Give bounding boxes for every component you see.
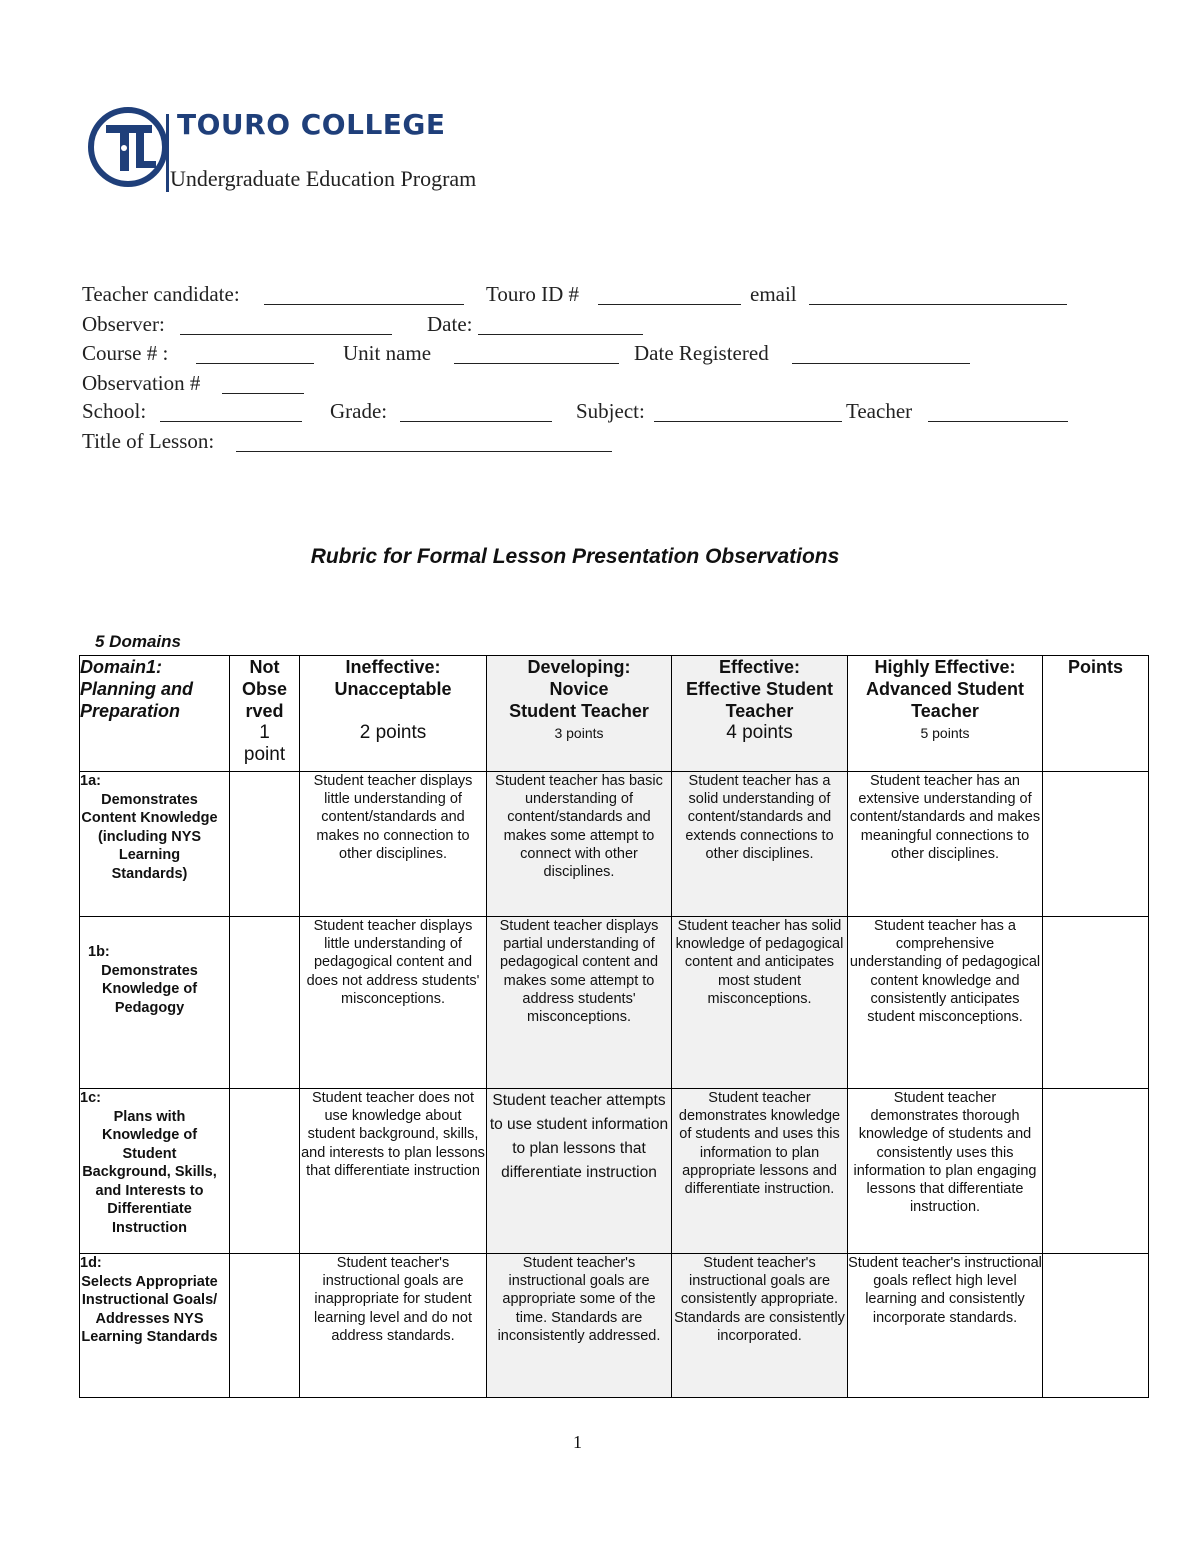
points-cell[interactable] <box>1043 1254 1149 1398</box>
effective-cell: Student teacher has a solid understanding of content/standards and extends connections to other disciplines. <box>672 772 848 917</box>
title-of-lesson-label: Title of Lesson: <box>82 429 215 453</box>
header-line: Student Teacher <box>509 701 649 721</box>
header-developing <box>487 656 672 772</box>
date-label: Date: <box>427 312 473 336</box>
header-line: Effective Student <box>685 679 834 699</box>
observation-label: Observation # <box>82 371 201 395</box>
header-line: Obse <box>241 679 288 699</box>
email-label: email <box>750 282 797 306</box>
touro-logo-icon <box>86 104 172 190</box>
row-label-cell <box>80 1254 230 1398</box>
header-points: 4 points <box>726 722 793 743</box>
subject-field[interactable] <box>654 403 842 422</box>
logo-divider <box>166 114 169 192</box>
header-not-observed <box>230 656 300 772</box>
course-label: Course # : <box>82 341 169 365</box>
touro-id-label: Touro ID # <box>486 282 580 306</box>
title-of-lesson-field[interactable] <box>236 433 612 452</box>
header-points-column <box>1043 656 1149 772</box>
ineffective-cell: Student teacher does not use knowledge about student background, skills, and interests to plan lessons that differentiate instruction <box>300 1089 487 1254</box>
points-cell[interactable] <box>1043 772 1149 917</box>
header-highly-effective <box>848 656 1043 772</box>
developing-cell: Student teacher has basic understanding of content/standards and makes some attempt to connect with other disciplines. <box>487 772 672 917</box>
header-line: Effective: <box>718 657 801 677</box>
row-description: Selects Appropriate Instructional Goals/ Addresses NYS Learning Standards <box>81 1273 218 1345</box>
header-line: Advanced Student <box>865 679 1025 699</box>
course-field[interactable] <box>196 345 314 364</box>
points-cell[interactable] <box>1043 917 1149 1089</box>
header-line: Teacher <box>911 701 979 721</box>
highly-effective-cell: Student teacher has a comprehensive understanding of pedagogical content knowledge and consistently anticipates student misconceptions. <box>848 917 1043 1089</box>
domain-title-line: Preparation <box>80 701 181 721</box>
touro-id-field[interactable] <box>598 286 741 305</box>
header-line: Teacher <box>725 701 794 721</box>
observer-field[interactable] <box>180 316 392 335</box>
unit-name-field[interactable] <box>454 345 619 364</box>
header-points: 1 <box>259 722 270 743</box>
domain-title-line: Domain1: <box>80 657 163 677</box>
highly-effective-cell: Student teacher has an extensive understanding of content/standards and makes meaningful connections to other disciplines. <box>848 772 1043 917</box>
ineffective-cell: Student teacher's instructional goals are inappropriate for student learning level and do not address standards. <box>300 1254 487 1398</box>
unit-name-label: Unit name <box>343 341 432 365</box>
header-line: Novice <box>549 679 609 699</box>
rubric-title: Rubric for Formal Lesson Presentation Observations <box>310 545 840 568</box>
table-row <box>80 1254 1149 1398</box>
subject-label: Subject: <box>576 399 645 423</box>
header-line: Developing: <box>527 657 631 677</box>
not-observed-cell[interactable] <box>230 1089 300 1254</box>
effective-cell: Student teacher has solid knowledge of pedagogical content and anticipates most student misconceptions. <box>672 917 848 1089</box>
domain-title-line: Planning and <box>80 679 194 699</box>
header-effective <box>672 656 848 772</box>
header-line: Ineffective: <box>345 657 441 677</box>
not-observed-cell[interactable] <box>230 1254 300 1398</box>
ineffective-cell: Student teacher displays little understanding of content/standards and makes no connection to other disciplines. <box>300 772 487 917</box>
developing-cell: Student teacher's instructional goals are appropriate some of the time. Standards are inconsistently addressed. <box>487 1254 672 1398</box>
row-code: 1c: <box>80 1090 101 1106</box>
header-points: point <box>243 744 286 765</box>
header-line: rved <box>245 701 284 721</box>
header-line: Highly Effective: <box>874 657 1016 677</box>
header-points: 5 points <box>920 725 970 741</box>
row-label-cell <box>80 1089 230 1254</box>
row-label-cell <box>80 772 230 917</box>
points-cell[interactable] <box>1043 1089 1149 1254</box>
date-field[interactable] <box>478 316 643 335</box>
developing-cell: Student teacher displays partial understanding of pedagogical content and makes some attempt to address students' misconceptions. <box>487 917 672 1089</box>
row-label-cell <box>80 917 230 1089</box>
row-code: 1b: <box>88 944 110 960</box>
highly-effective-cell: Student teacher's instructional goals reflect high level learning and consistently incorporate standards. <box>848 1254 1043 1398</box>
rubric-table <box>79 655 1149 1398</box>
teacher-label: Teacher <box>846 399 913 423</box>
header-ineffective <box>300 656 487 772</box>
table-row <box>80 917 1149 1089</box>
table-row <box>80 772 1149 917</box>
table-row <box>80 1089 1149 1254</box>
header-line: Points <box>1067 657 1123 677</box>
page-number: 1 <box>573 1432 582 1452</box>
not-observed-cell[interactable] <box>230 917 300 1089</box>
college-name: TOURO COLLEGE <box>177 108 446 141</box>
header-row <box>80 656 1149 772</box>
school-field[interactable] <box>160 403 302 422</box>
date-registered-label: Date Registered <box>634 341 769 365</box>
row-description: Plans with Knowledge of Student Background, Skills, and Interests to Differentiate Instruction <box>82 1108 217 1236</box>
header-points: 2 points <box>359 722 427 743</box>
ineffective-cell: Student teacher displays little understanding of pedagogical content and does not address students' misconceptions. <box>300 917 487 1089</box>
observation-field[interactable] <box>222 375 304 394</box>
grade-label: Grade: <box>330 399 388 423</box>
highly-effective-cell: Student teacher demonstrates thorough knowledge of students and consistently uses this information to plan engaging lessons that differentiate instruction. <box>848 1089 1043 1254</box>
date-registered-field[interactable] <box>792 345 970 364</box>
effective-cell: Student teacher's instructional goals are consistently appropriate. Standards are consistently incorporated. <box>672 1254 848 1398</box>
developing-cell: Student teacher attempts to use student information to plan lessons that differentiate instruction <box>487 1089 672 1254</box>
header-line: Not <box>249 657 280 677</box>
teacher-candidate-field[interactable] <box>264 286 464 305</box>
domains-label: 5 Domains <box>95 632 181 651</box>
header-line: Unacceptable <box>334 679 452 699</box>
header-points: 3 points <box>554 725 604 741</box>
teacher-candidate-label: Teacher candidate: <box>82 282 240 306</box>
row-description: Demonstrates Knowledge of Pedagogy <box>101 962 198 1016</box>
not-observed-cell[interactable] <box>230 772 300 917</box>
domain-title-cell <box>80 656 230 772</box>
row-description: Demonstrates Content Knowledge (including NYS Learning Standards) <box>81 791 218 882</box>
observer-label: Observer: <box>82 312 165 336</box>
school-label: School: <box>82 399 147 423</box>
program-name: Undergraduate Education Program <box>170 166 477 191</box>
effective-cell: Student teacher demonstrates knowledge of students and uses this information to plan appropriate lessons and differentiate instruction. <box>672 1089 848 1254</box>
row-code: 1a: <box>80 773 101 789</box>
teacher-field[interactable] <box>928 403 1068 422</box>
grade-field[interactable] <box>400 403 552 422</box>
row-code: 1d: <box>80 1255 102 1271</box>
email-field[interactable] <box>809 286 1067 305</box>
